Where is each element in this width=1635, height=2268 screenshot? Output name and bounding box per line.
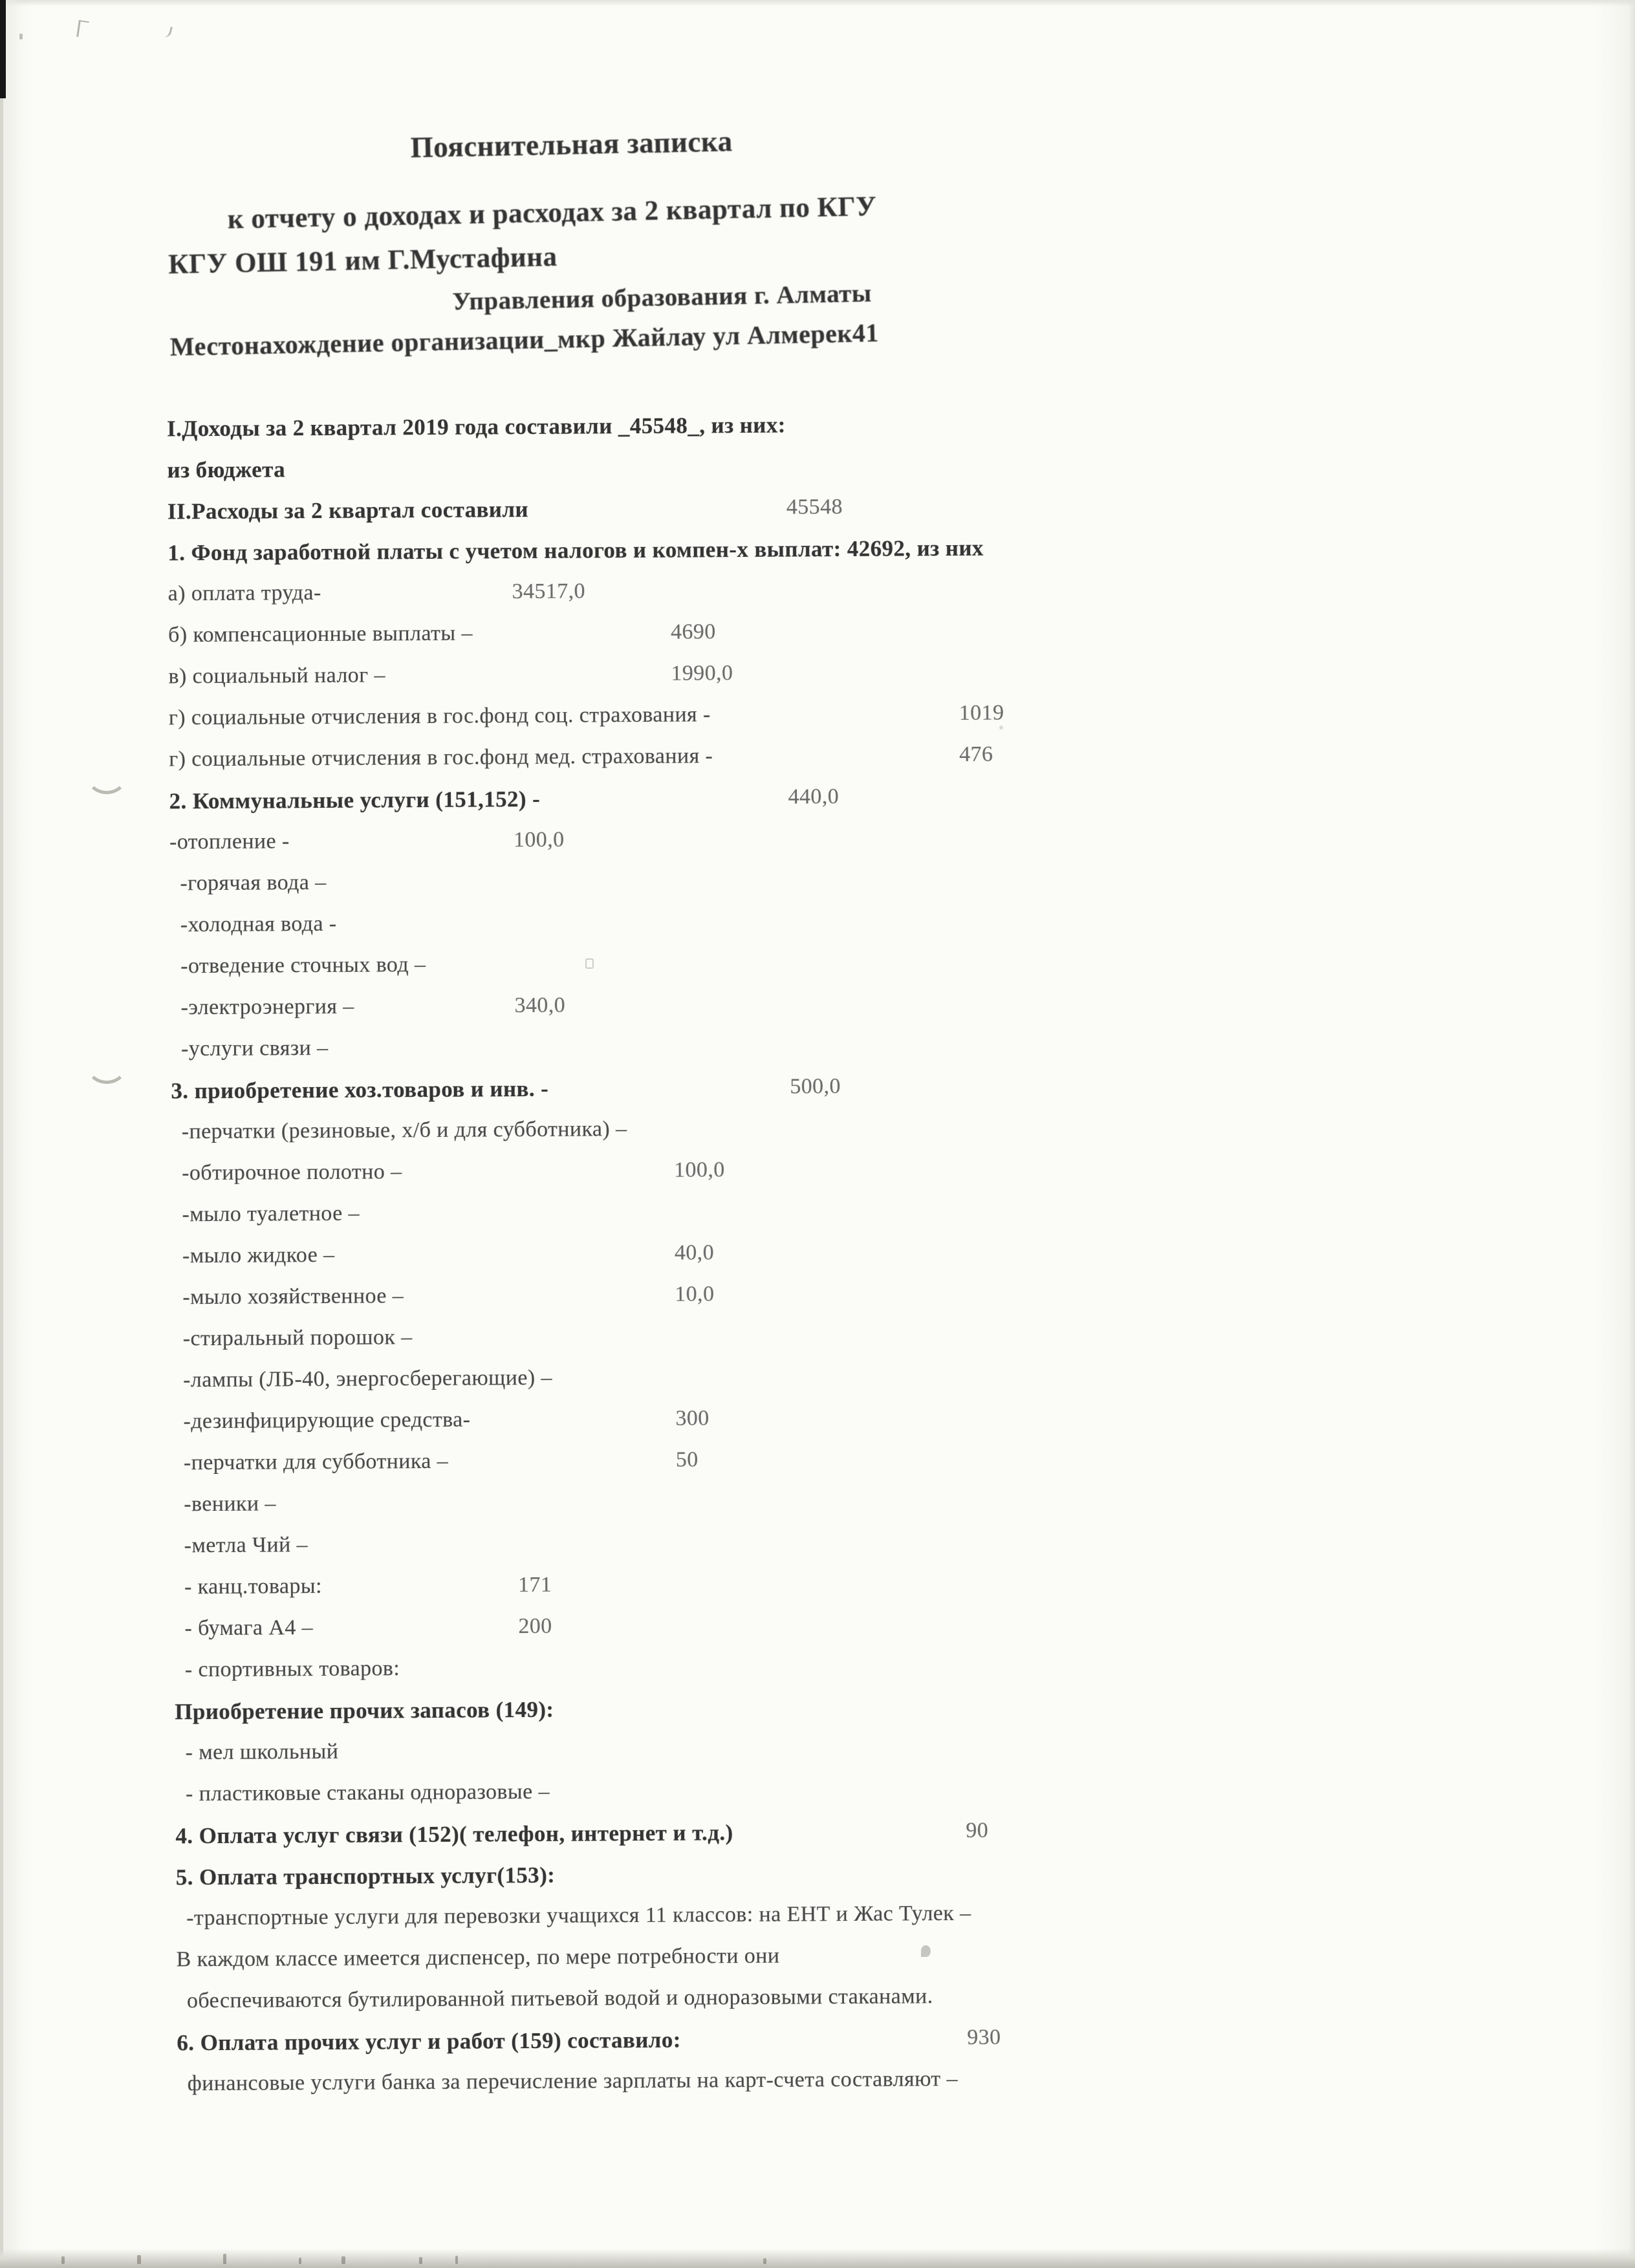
header-line-2: КГУ ОШ 191 им Г.Мустафина [168,241,558,280]
scan-edge-left-dark [0,0,6,98]
line-text: II.Расходы за 2 квартал составили [167,497,529,524]
line-text: -мыло хозяйственное – [182,1284,404,1310]
line-text: - бумага А4 – [184,1615,314,1641]
scan-edge-top [0,0,1635,6]
line-text: -веники – [184,1491,276,1517]
line-amount: 440,0 [788,784,839,809]
line-amount: 100,0 [513,827,565,852]
line-text: -мыло туалетное – [182,1201,360,1227]
scan-speck [19,34,23,39]
line-text: - мел школьный [185,1739,339,1765]
line-amount: 1990,0 [671,661,733,686]
line-text: -мыло жидкое – [182,1242,335,1268]
scan-speck [61,2256,65,2264]
line-text: -лампы (ЛБ-40, энергосберегающие) – [182,1365,552,1392]
line-amount: 500,0 [790,1074,841,1099]
scan-speck [341,2256,345,2264]
document-body [0,407,1635,2114]
scan-speck [455,2256,458,2264]
line-text: -холодная вода - [180,911,337,937]
line-amount: 340,0 [514,993,566,1018]
header-line-1: к отчету о доходах и расходах за 2 квартал по КГУ [227,191,877,235]
line-text: а) оплата труда- [168,580,321,606]
scan-edge-left-line [0,0,3,2268]
line-text: 3. приобретение хоз.товаров и инв. - [171,1075,549,1104]
document-header [0,0,1635,401]
line-text: -перчатки для субботника – [183,1449,449,1475]
line-text: 6. Оплата прочих услуг и работ (159) составило: [177,2027,681,2056]
line-text: -транспортные услуги для перевозки учащихся 11 классов: на ЕНТ и Жас Тулек – [186,1901,971,1930]
scan-speck [223,2254,226,2264]
line-text: г) социальные отчисления в гос.фонд мед. страхования - [169,744,713,772]
line-text: в) социальный налог – [168,663,385,689]
line-text: -метла Чий – [184,1533,309,1558]
line-text: - канц.товары: [184,1573,322,1599]
scan-speck [763,2258,766,2264]
punch-hole-shadow [86,757,127,794]
line-text: б) компенсационные выплаты – [168,621,473,647]
header-line-3: Управления образования г. Алматы [452,279,872,316]
line-text: 4. Оплата услуг связи (152)( телефон, интернет и т.д.) [175,1820,733,1849]
punch-hole-shadow [86,1046,127,1084]
line-text: В каждом классе имеется диспенсер, по мере потребности они [176,1943,780,1972]
line-amount: 476 [959,742,993,766]
line-text: 5. Оплата транспортных услуг(153): [175,1862,556,1890]
line-text: Приобретение прочих запасов (149): [175,1696,554,1725]
line-amount: 100,0 [674,1158,725,1182]
line-amount: 930 [967,2025,1001,2049]
line-text: 1. Фонд заработной платы с учетом налогов и компен-х выплат: 42692, из них [168,535,984,566]
line-text: 2. Коммунальные услуги (151,152) - [169,786,541,814]
line-text: -перчатки (резиновые, х/б и для субботника) – [181,1117,627,1144]
line-text: -горячая вода – [180,870,327,896]
line-text: - спортивных товаров: [184,1656,400,1682]
scan-speck [419,2257,422,2264]
line-text: -обтирочное полотно – [182,1160,402,1185]
line-amount: 40,0 [674,1240,715,1265]
line-text: обеспечиваются бутилированной питьевой водой и одноразовыми стаканами. [186,1984,933,2013]
line-text: -электроэнергия – [180,994,354,1020]
line-text: -дезинфицирующие средства- [183,1407,471,1434]
scan-edge-left-band [0,0,22,2268]
line-amount: 200 [518,1614,552,1639]
line-amount: 300 [675,1406,709,1431]
scan-edge-bottom [0,2249,1635,2268]
line-text: I.Доходы за 2 квартал 2019 года составили _45548_, из них: [166,412,786,442]
line-amount: 34517,0 [512,579,586,604]
line-amount: 4690 [670,620,716,644]
scan-speck [137,2255,141,2264]
line-text: г) социальные отчисления в гос.фонд соц. страхования - [168,702,711,730]
line-text: из бюджета [167,457,286,483]
line-amount: 50 [675,1447,698,1472]
line-amount: 1019 [958,700,1004,725]
line-amount: 90 [966,1818,989,1842]
line-amount: 171 [517,1572,552,1597]
line-amount: 45548 [786,495,843,519]
line-text: - пластиковые стаканы одноразовые – [185,1779,550,1806]
scan-edge-right [1629,0,1635,2268]
scan-speck [585,958,594,969]
line-text: -отведение сточных вод – [180,952,426,978]
header-line-4: Местонахождение организации_мкр Жайлау ул Алмерек41 [169,318,880,362]
line-text: -стиральный порошок – [182,1325,413,1351]
scan-speck [921,1945,931,1957]
page-title: Пояснительная записка [410,125,733,164]
line-text: финансовые услуги банка за перечисление зарплаты на карт-счета составляют – [187,2067,958,2096]
line-text: -отопление - [169,829,290,854]
line-amount: 10,0 [675,1282,715,1306]
scan-speck [999,726,1003,729]
line-text: -услуги связи – [180,1035,329,1061]
scan-speck [299,2258,301,2264]
